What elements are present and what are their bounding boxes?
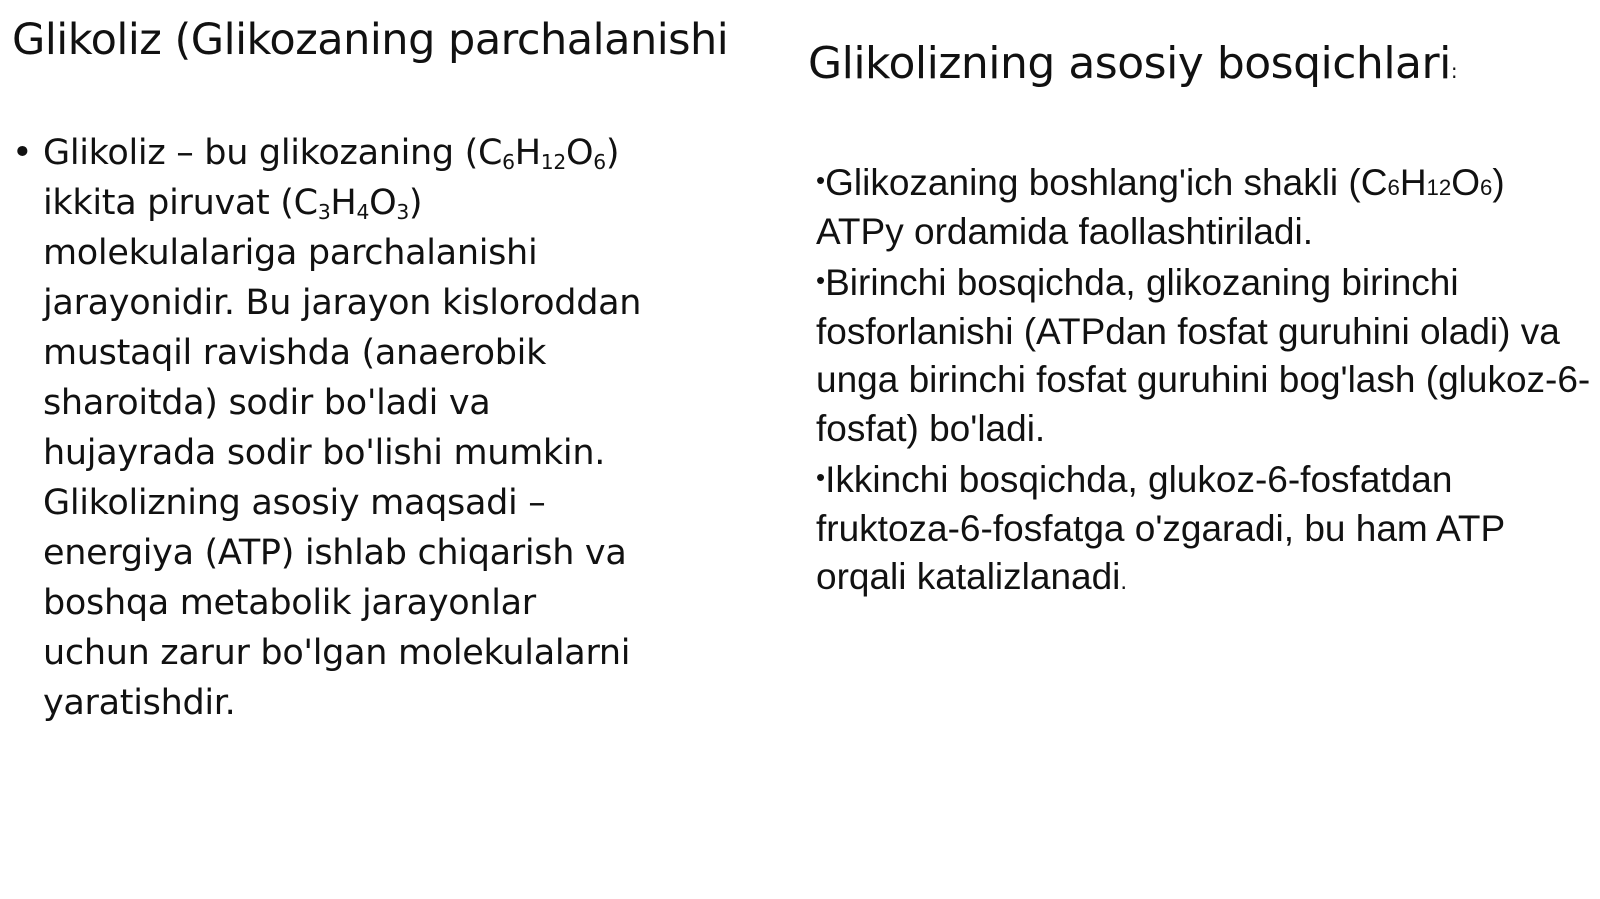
stage-item-2: •Birinchi bosqichda, glikozaning birinchi fosforlanishi (ATPdan fosfat guruhini oladi) va unga birinchi fosfat guruhini bog'lash (glukoz-6-fosfat) bo'ladi.: [816, 262, 1591, 449]
stage-item-3: •Ikkinchi bosqichda, glukoz-6-fosfatdan fruktoza-6-fosfatga o'zgaradi, bu ham ATP orqali katalizlanadi.: [816, 459, 1505, 597]
bullet-marker: •: [12, 133, 33, 173]
left-slide-title: Glikoliz (Glikozaning parchalanishi: [12, 15, 729, 65]
stages-list: [816, 156, 1596, 607]
stage-item-1: •Glikozaning boshlang'ich shakli (C6H12O6) ATPy ordamida faollashtiriladi.: [816, 162, 1505, 252]
glycolysis-definition-text: Glikoliz – bu glikozaning $(C_6H_{12}O_6)$ ikkita piruvat $(C_3H_4O_3)$ molekulalariga parchalanishi jarayonidir. Bu jarayon kisloroddan mustaqil ravishda (anaerobik sharoitda) sodir bo'ladi va hujayrada sodir bo'lishi mumkin. Glikolizning asosiy maqsadi – energiya (ATP) ishlab chiqarish va boshqa metabolik jarayonlar uchun zarur bo'lgan molekulalarni yaratishdir.: [43, 133, 642, 723]
right-slide-title: Glikolizning asosiy bosqichlari:: [808, 38, 1458, 89]
left-body-paragraph: [12, 128, 652, 728]
